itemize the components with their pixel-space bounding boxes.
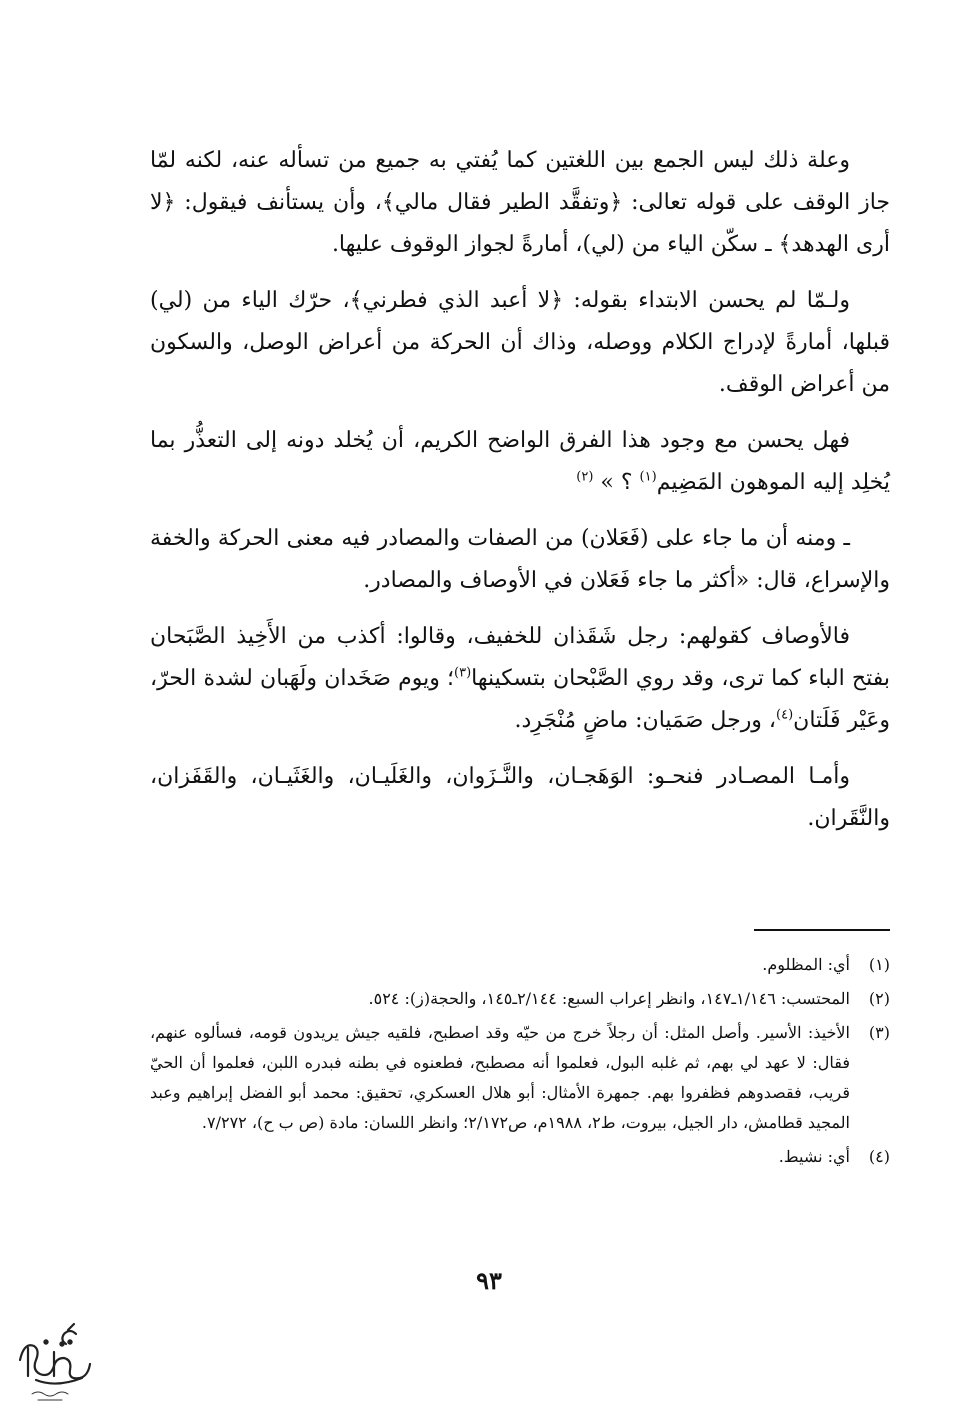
paragraph-3-text: فهل يحسن مع وجود هذا الفرق الواضح الكريم، أن يُخلد دونه إلى التعذُّر بما يُخلِد إليه الموهون المَضِيم xyxy=(150,428,890,495)
footnote-2 xyxy=(150,984,890,1014)
footnote-number: (٤) xyxy=(868,1147,890,1166)
footnote-separator xyxy=(754,929,890,931)
footnote-3 xyxy=(150,1018,890,1138)
main-text xyxy=(150,140,890,854)
footnote-number: (٣) xyxy=(868,1023,890,1042)
paragraph-2: ولـمّا لم يحسن الابتداء بقوله: ﴿لا أعبد الذي فطرني﴾، حرّك الياء من (لي) قبلها، أمارةً لإدراج الكلام ووصله، وذاك أن الحركة من أعراض الوصل، والسكون من أعراض الوقف. xyxy=(150,288,890,397)
footnote-4 xyxy=(150,1142,890,1172)
footnote-number: (٢) xyxy=(868,989,890,1008)
footnote-ref-4[interactable]: (٤) xyxy=(776,707,794,723)
footnote-text: أي: المظلوم. xyxy=(762,955,850,974)
footnote-text: الأخيذ: الأسير. وأصل المثل: أن رجلاً خرج من حيّه وقد اصطبح، فلقيه جيش يريدون قومه، فسألوه عنهم، فقال: لا عهد لي بهم، ثم غلبه البول، فعلموا أنه مصطبح، فطعنوه في بطنه فبدره اللبن، فعلموا أن الحيّ قريب، فقصدوهم فظفروا بهم. جمهرة الأمثال: أبو هلال العسكري، تحقيق: محمد أبو الفضل إبراهيم وعبد المجيد قطامش، دار الجيل، بيروت، ط٢، ١٩٨٨م، ص٢/١٧٢؛ وانظر اللسان: مادة (ص ب ح)، ٧/٢٧٢. xyxy=(150,1023,850,1132)
paragraph-5 xyxy=(150,616,890,742)
footnote-1 xyxy=(150,950,890,980)
calligraphy-watermark-logo xyxy=(6,1320,96,1412)
paragraph-5-part-b: ؛ ويوم صَخَدان ولَهَبان لشدة الحرّ، وعَيْر فَلَتان xyxy=(150,666,890,733)
footnote-ref-1[interactable]: (١) xyxy=(639,469,657,485)
footnote-text: المحتسب: ١/١٤٦ـ١٤٧، وانظر إعراب السبع: ٢/١٤٤ـ١٤٥، والحجة(ز): ٥٢٤. xyxy=(368,989,850,1008)
paragraph-6: وأمـا المصـادر فنحـو: الوَهَجـان، والنَّـزَوان، والغَلَيـان، والغَثَيـان، والقَفَزان، والنَّقَران. xyxy=(150,764,890,831)
paragraph-5-part-c: ، ورجل صَمَيان: ماضٍ مُنْجَرِد. xyxy=(514,708,777,733)
paragraph-1: وعلة ذلك ليس الجمع بين اللغتين كما يُفتي به جميع من تسأله عنه، لكنه لمّا جاز الوقف على قوله تعالى: ﴿وتفقَّد الطير فقال مالي﴾، وأن يستأنف فيقول: ﴿لا أرى الهدهد﴾ ـ سكّن الياء من (لي)، أمارةً لجواز الوقوف عليها. xyxy=(150,148,890,257)
paragraph-3-mid: ؟ » xyxy=(593,470,640,495)
footnote-number: (١) xyxy=(868,955,890,974)
paragraph-3 xyxy=(150,420,890,504)
page-number: ٩٣ xyxy=(476,1266,502,1295)
footnote-text: أي: نشيط. xyxy=(778,1147,850,1166)
watermark-logo-icon xyxy=(6,1320,96,1412)
footnote-ref-2[interactable]: (٢) xyxy=(576,469,594,485)
paragraph-5-part-a: فالأوصاف كقولهم: رجل شَقَذان للخفيف، وقالوا: أكذب من الأَخِيذ الصَّبَحان بفتح الباء كما ترى، وقد روي الصَّبْحان بتسكينها xyxy=(150,624,891,691)
footnote-ref-3[interactable]: (٣) xyxy=(454,665,472,681)
paragraph-4: ـ ومنه أن ما جاء على (فَعَلان) من الصفات والمصادر فيه معنى الحركة والخفة والإسراع، قال: «أكثر ما جاء فَعَلان في الأوصاف والمصادر. xyxy=(150,526,890,593)
footnotes xyxy=(150,950,890,1176)
